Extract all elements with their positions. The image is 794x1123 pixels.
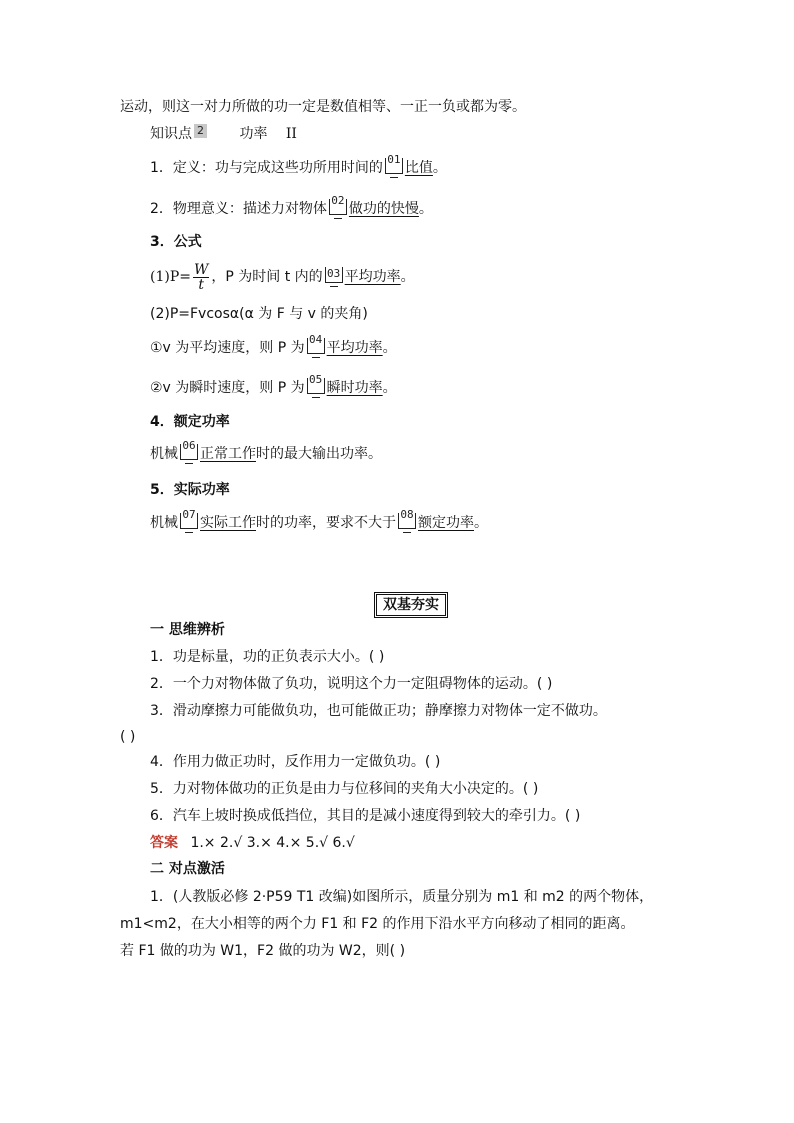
formula-1-text: ，P 为时间 t 内的: [211, 269, 323, 285]
formula-2a-text: ①v 为平均速度，则 P 为: [150, 340, 305, 356]
question-6: 6．汽车上坡时换成低挡位，其目的是减小速度得到较大的牵引力。( ): [150, 808, 581, 824]
blank-number-marker: 03: [325, 267, 343, 283]
punct: 。: [382, 380, 397, 396]
punct: 。: [418, 201, 433, 217]
knowledge-point-title: 功率: [239, 126, 268, 142]
blank-number-marker: 07: [180, 513, 198, 529]
punct: 。: [432, 160, 447, 176]
actual-power-line: [150, 508, 488, 533]
formula-2-line: (2)P=Fvcosα(α 为 F 与 v 的夹角): [150, 306, 368, 322]
blank-number-marker: 08: [398, 513, 416, 529]
definition-answer: 比值: [404, 160, 433, 176]
formula-2b-answer: 瞬时功率: [326, 380, 383, 396]
blank-number-marker: 01: [385, 158, 403, 174]
formula-1-answer: 平均功率: [344, 269, 401, 285]
actual-answer: 实际工作: [200, 515, 256, 531]
text-line-continuation: 运动，则这一对力所做的功一定是数值相等、一正一负或都为零。: [120, 99, 526, 115]
definition-line: [150, 153, 447, 178]
formula-1-line: [150, 262, 415, 292]
punct: 。: [400, 269, 415, 285]
meaning-text: 2．物理意义：描述力对物体: [150, 201, 327, 217]
answer-line: [150, 833, 355, 853]
problem-1-line-2: m1<m2，在大小相等的两个力 F1 和 F2 的作用下沿水平方向移动了相同的距离。: [120, 916, 635, 932]
rated-power-line: [150, 439, 382, 464]
question-2: 2．一个力对物体做了负功，说明这个力一定阻碍物体的运动。( ): [150, 676, 553, 692]
question-4: 4．作用力做正功时，反作用力一定做负功。( ): [150, 754, 441, 770]
rated-text-end: 时的最大输出功率。: [256, 446, 382, 462]
answer-label: 答案: [150, 835, 178, 851]
part-1-heading: 一 思维辨析: [150, 622, 225, 638]
problem-1-line-3: 若 F1 做的功为 W1，F2 做的功为 W2，则( ): [120, 943, 406, 959]
actual-text: 机械: [150, 515, 178, 531]
problem-1-line-1: 1．(人教版必修 2·P59 T1 改编)如图所示，质量分别为 m1 和 m2 的两个物体，: [150, 889, 654, 905]
knowledge-point-heading: [150, 124, 297, 144]
meaning-answer: 做功的快慢: [348, 201, 419, 217]
formula-1-prefix: (1)P=: [150, 269, 191, 285]
formula-2b-text: ②v 为瞬时速度，则 P 为: [150, 380, 305, 396]
section-title-box: 双基夯实: [376, 594, 446, 616]
knowledge-point-number-badge: 2: [194, 124, 207, 138]
formula-2a-line: [150, 333, 397, 358]
fraction-w-over-t: $\frac{W}{t}$: [193, 261, 209, 293]
formula-2b-line: [150, 373, 397, 398]
knowledge-point-prefix: 知识点: [150, 126, 192, 142]
rated-power-heading: 4．额定功率: [150, 414, 230, 430]
blank-number-marker: 06: [180, 444, 198, 460]
part-2-heading: 二 对点激活: [150, 861, 225, 877]
question-1: 1．功是标量，功的正负表示大小。( ): [150, 649, 385, 665]
question-3: 3．滑动摩擦力可能做负功，也可能做正功；静摩擦力对物体一定不做功。: [150, 703, 607, 719]
rated-answer: 正常工作: [200, 446, 256, 462]
rated-text: 机械: [150, 446, 178, 462]
question-3-bracket: ( ): [120, 729, 136, 745]
definition-text: 1．定义：功与完成这些功所用时间的: [150, 160, 383, 176]
actual-power-heading: 5．实际功率: [150, 482, 230, 498]
blank-number-marker: 02: [329, 199, 347, 215]
punct: 。: [474, 515, 488, 531]
formula-2a-answer: 平均功率: [326, 340, 383, 356]
answer-values: 1.× 2.√ 3.× 4.× 5.√ 6.√: [190, 835, 355, 851]
meaning-line: [150, 194, 433, 219]
formula-heading: 3．公式: [150, 234, 202, 250]
actual-text-mid: 时的功率，要求不大于: [256, 515, 396, 531]
knowledge-point-level: II: [285, 126, 297, 142]
blank-number-marker: 05: [307, 378, 325, 394]
blank-number-marker: 04: [307, 338, 325, 354]
actual-answer-2: 额定功率: [418, 515, 474, 531]
punct: 。: [382, 340, 397, 356]
question-5: 5．力对物体做功的正负是由力与位移间的夹角大小决定的。( ): [150, 781, 539, 797]
